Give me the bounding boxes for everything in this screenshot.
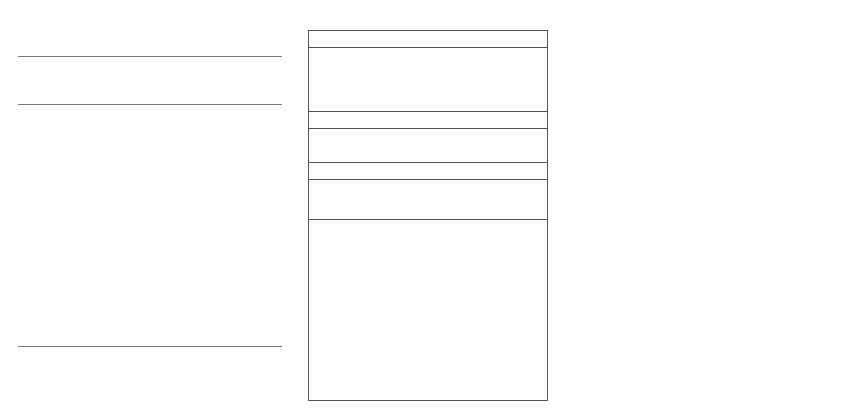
divider (18, 56, 282, 57)
divider (18, 104, 282, 105)
prayer-topics-panel (568, 0, 838, 411)
afternoon-service-title (309, 30, 547, 48)
sunday-morning-bulletin (18, 0, 282, 411)
wednesday-service-title (309, 111, 547, 129)
divider (309, 219, 547, 220)
divider (18, 346, 282, 347)
friday-service-title (309, 162, 547, 180)
weekly-services-panel (308, 30, 548, 401)
